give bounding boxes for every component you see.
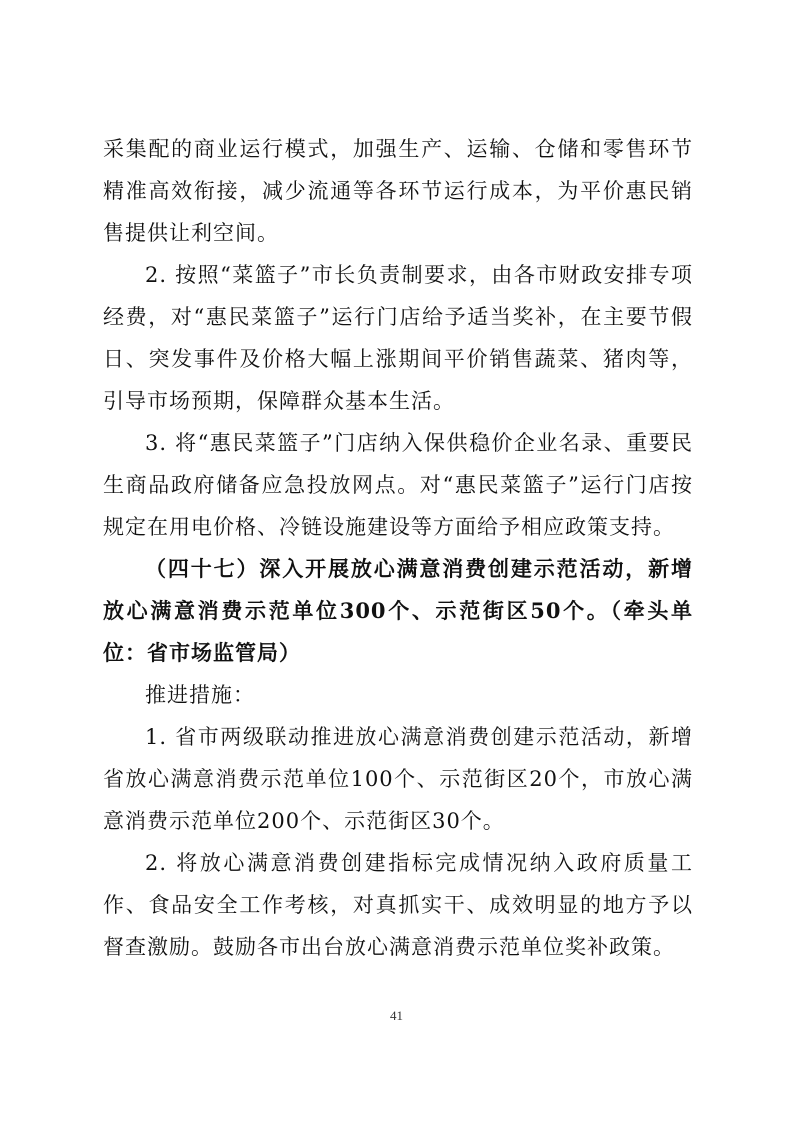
paragraph-continuation: 采集配的商业运行模式，加强生产、运输、仓储和零售环节精准高效衔接，减少流通等各环节运行成本，为平价惠民销售提供让利空间。 (103, 137, 693, 245)
paragraph-item-2: 2. 按照“菜篮子”市长负责制要求，由各市财政安排专项经费，对“惠民菜篮子”运行门店给予适当奖补，在主要节假日、突发事件及价格大幅上涨期间平价销售蔬菜、猪肉等，引导市场预期，保障群众基本生活。 (103, 263, 693, 413)
body-text (103, 128, 693, 968)
page-number: 41 (390, 1008, 403, 1023)
measures-label: 推进措施： (145, 683, 255, 707)
measure-item-1: 1. 省市两级联动推进放心满意消费创建示范活动，新增省放心满意消费示范单位100个、示范街区20个，市放心满意消费示范单位200个、示范街区30个。 (103, 725, 693, 833)
paragraph-item-3: 3. 将“惠民菜篮子”门店纳入保供稳价企业名录、重要民生商品政府储备应急投放网点。对“惠民菜篮子”运行门店按规定在用电价格、冷链设施建设等方面给予相应政策支持。 (103, 431, 693, 539)
section-heading-47: （四十七）深入开展放心满意消费创建示范活动，新增放心满意消费示范单位300个、示范街区50个。（牵头单位：省市场监管局） (103, 556, 693, 665)
measure-item-2: 2. 将放心满意消费创建指标完成情况纳入政府质量工作、食品安全工作考核，对真抓实干、成效明显的地方予以督查激励。鼓励各市出台放心满意消费示范单位奖补政策。 (103, 851, 693, 959)
